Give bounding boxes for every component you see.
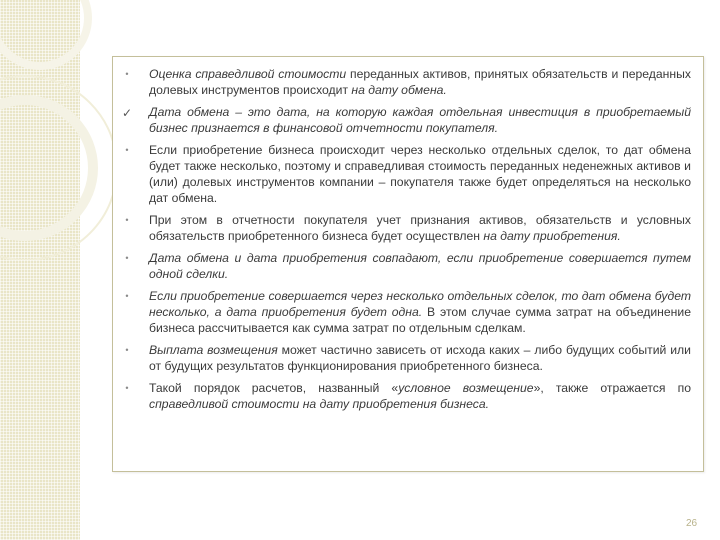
bullet-text: на дату обмена. <box>351 83 447 97</box>
bullet-text: », также отражается по <box>533 381 691 395</box>
bullet-text: Если приобретение совершается через несколько отдельных сделок, то дат обмена будет несколько, а дата приобретения будет одна. <box>149 289 691 319</box>
bullet-text: Оценка справедливой стоимости <box>149 67 347 81</box>
bullet-item <box>113 104 691 136</box>
bullet-text: Дата обмена – это дата, на которую каждая отдельная инвестиция в приобретаемый бизнес признается в финансовой отчетности покупателя. <box>149 105 691 135</box>
bullet-text: При этом в отчетности покупателя учет признания активов, обязательств и условных обязательств приобретенного бизнеса будет осуществлен <box>149 213 691 243</box>
bullet-dot-icon: • <box>125 69 129 79</box>
bullet-dot-icon: • <box>125 253 129 263</box>
content-box <box>112 56 704 472</box>
bullet-text: Такой порядок расчетов, названный « <box>149 381 399 395</box>
bullet-item <box>113 342 691 374</box>
bullet-dot-icon: • <box>125 383 129 393</box>
bullet-text: может частично зависеть от исхода каких – либо будущих событий или от будущих результатов функционирования приобретенного бизнеса. <box>149 343 691 373</box>
bullet-dot-icon: • <box>125 215 129 225</box>
bullet-item <box>113 380 691 412</box>
bullet-list <box>113 57 703 412</box>
bullet-text: условное возмещение <box>398 381 534 395</box>
bullet-text: Дата обмена и дата приобретения совпадают, если приобретение совершается путем одной сделки. <box>149 251 691 281</box>
bullet-text: справедливой стоимости на дату приобретения бизнеса. <box>149 397 490 411</box>
bullet-text: Выплата возмещения <box>149 343 278 357</box>
bullet-text: переданных активов, принятых обязательств и переданных долевых инструментов происходит <box>149 67 691 97</box>
bullet-item <box>113 288 691 336</box>
bullet-dot-icon: • <box>125 345 129 355</box>
bullet-item <box>113 250 691 282</box>
bullet-text: В этом случае сумма затрат на объединение бизнеса рассчитывается как сумма затрат по отдельным сделкам. <box>149 305 691 335</box>
checkmark-icon: ✓ <box>121 106 133 120</box>
bullet-item <box>113 66 691 98</box>
bullet-dot-icon: • <box>125 145 129 155</box>
bullet-item <box>113 142 691 206</box>
bullet-item <box>113 212 691 244</box>
bullet-text: Если приобретение бизнеса происходит через несколько отдельных сделок, то дат обмена будет также несколько, поэтому и справедливая стоимость переданных неденежных активов и (или) долевых инструментов компании – покупателя также будет определяться на несколько дат обмена. <box>149 143 691 205</box>
bullet-text: на дату приобретения. <box>483 229 621 243</box>
decorative-side-band <box>0 0 80 540</box>
page-number: 26 <box>686 518 698 529</box>
bullet-dot-icon: • <box>125 291 129 301</box>
